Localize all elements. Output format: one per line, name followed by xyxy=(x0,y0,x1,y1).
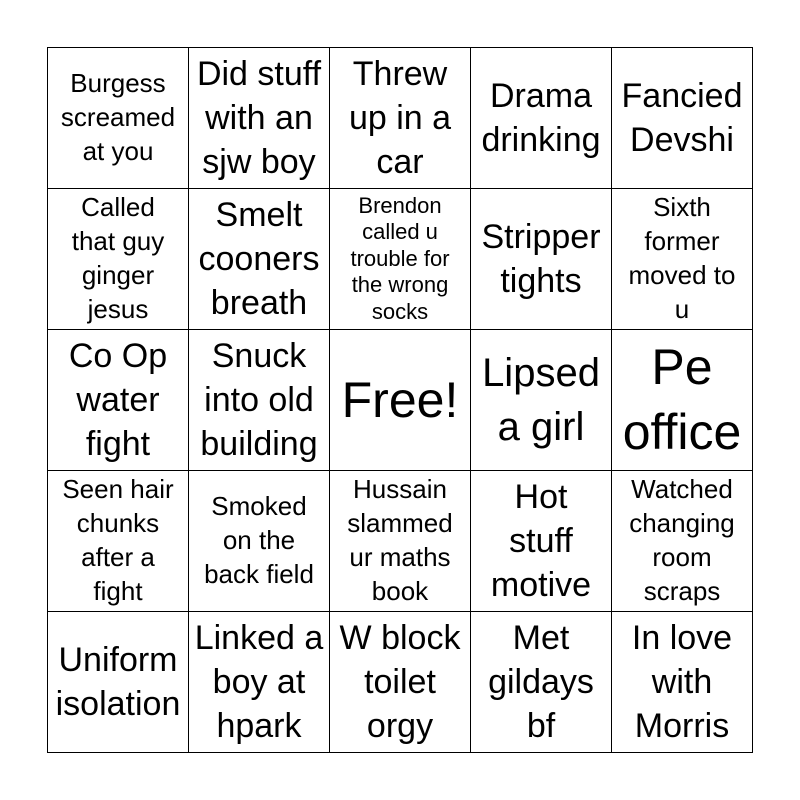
cell-text: Did stuff with an sjw boy xyxy=(196,54,322,182)
bingo-cell[interactable] xyxy=(189,612,330,753)
bingo-board xyxy=(47,47,753,753)
cell-text: Fancied Devshi xyxy=(621,76,743,159)
cell-text: Stripper tights xyxy=(481,217,601,300)
bingo-cell[interactable] xyxy=(612,330,753,471)
bingo-cell[interactable] xyxy=(612,471,753,612)
bingo-cell[interactable] xyxy=(48,189,189,330)
free-space-text: Free! xyxy=(341,372,459,428)
bingo-cell[interactable] xyxy=(48,612,189,753)
bingo-cell[interactable] xyxy=(471,471,612,612)
cell-text: Uniform isolation xyxy=(55,640,181,723)
bingo-cell[interactable] xyxy=(189,471,330,612)
bingo-cell[interactable] xyxy=(612,48,753,189)
cell-text: Snuck into old building xyxy=(200,336,318,464)
cell-text: Co Op water fight xyxy=(68,336,168,464)
bingo-cell[interactable] xyxy=(471,48,612,189)
bingo-cell[interactable] xyxy=(48,48,189,189)
cell-text: Smoked on the back field xyxy=(204,491,314,589)
cell-text: Seen hair chunks after a fight xyxy=(62,474,174,606)
cell-text: Linked a boy at hpark xyxy=(194,618,324,746)
bingo-cell[interactable] xyxy=(330,48,471,189)
cell-text: In love with Morris xyxy=(631,618,733,746)
cell-text: Brendon called u trouble for the wrong socks xyxy=(350,193,450,324)
bingo-cell[interactable] xyxy=(612,612,753,753)
bingo-cell[interactable] xyxy=(330,612,471,753)
bingo-cell[interactable] xyxy=(189,48,330,189)
cell-text: Hussain slammed ur maths book xyxy=(347,474,453,606)
cell-text: W block toilet orgy xyxy=(339,618,461,746)
cell-text: Smelt cooners breath xyxy=(198,195,320,323)
bingo-cell[interactable] xyxy=(471,612,612,753)
free-space-cell[interactable] xyxy=(330,330,471,471)
cell-text: Met gildays bf xyxy=(488,618,594,746)
bingo-cell[interactable] xyxy=(471,189,612,330)
cell-text: Pe office xyxy=(622,339,742,460)
bingo-cell[interactable] xyxy=(612,189,753,330)
cell-text: Called that guy ginger jesus xyxy=(71,192,165,324)
bingo-cell[interactable] xyxy=(189,189,330,330)
cell-text: Threw up in a car xyxy=(348,54,452,182)
cell-text: Hot stuff motive xyxy=(490,477,592,605)
cell-text: Burgess screamed at you xyxy=(60,68,176,166)
bingo-cell[interactable] xyxy=(189,330,330,471)
cell-text: Lipsed a girl xyxy=(482,351,600,449)
bingo-cell[interactable] xyxy=(48,330,189,471)
cell-text: Drama drinking xyxy=(481,76,601,159)
cell-text: Sixth former moved to u xyxy=(628,192,736,324)
bingo-cell[interactable] xyxy=(330,189,471,330)
bingo-cell[interactable] xyxy=(471,330,612,471)
bingo-cell[interactable] xyxy=(48,471,189,612)
cell-text: Watched changing room scraps xyxy=(629,474,735,606)
bingo-cell[interactable] xyxy=(330,471,471,612)
